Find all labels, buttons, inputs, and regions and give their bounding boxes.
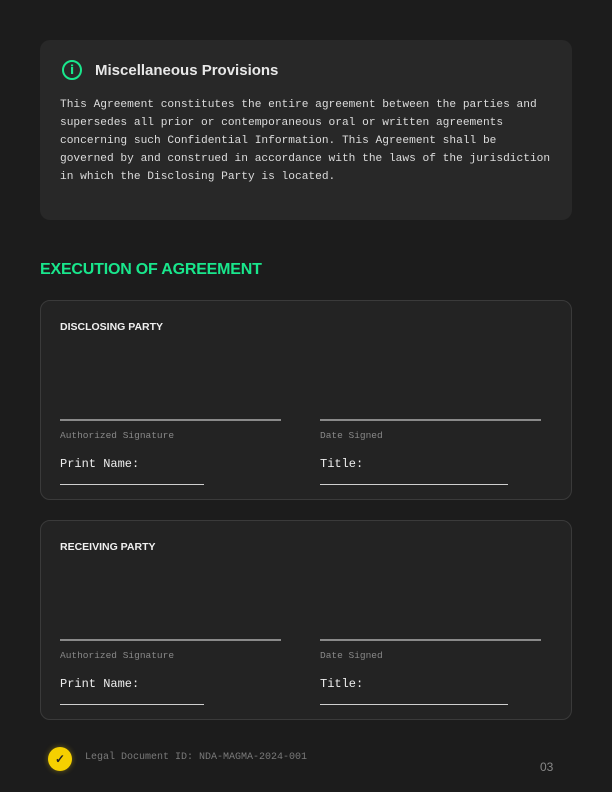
title-field[interactable] <box>320 484 508 485</box>
print-name-label: Print Name: <box>60 677 140 691</box>
date-label: Date Signed <box>320 430 383 441</box>
misc-provisions-card <box>40 40 572 220</box>
receiving-party-block <box>40 520 572 720</box>
date-line[interactable] <box>320 639 541 641</box>
title-field[interactable] <box>320 704 508 705</box>
print-name-label: Print Name: <box>60 457 140 471</box>
signature-line[interactable] <box>60 639 281 641</box>
card-body: This Agreement constitutes the entire agreement between the parties and supersedes all prior or contemporaneous oral or written agreements concerning such Confidential Information. This Agreement shall be governed by and construed in accordance with the laws of the jurisdiction in which the Disclosing Party is located. <box>60 99 551 183</box>
document-id: Legal Document ID: NDA-MAGMA-2024-001 <box>85 752 308 763</box>
party-title: RECEIVING PARTY <box>60 541 156 553</box>
title-label: Title: <box>320 677 364 691</box>
card-title: Miscellaneous Provisions <box>95 61 279 79</box>
date-label: Date Signed <box>320 650 383 661</box>
signature-label: Authorized Signature <box>60 430 175 441</box>
info-icon: i <box>62 60 82 80</box>
check-badge-icon: ✓ <box>48 747 72 771</box>
print-name-field[interactable] <box>60 704 204 705</box>
disclosing-party-block <box>40 300 572 500</box>
page-number: 03 <box>540 760 554 774</box>
date-line[interactable] <box>320 419 541 421</box>
title-label: Title: <box>320 457 364 471</box>
signature-line[interactable] <box>60 419 281 421</box>
section-title: EXECUTION OF AGREEMENT <box>40 261 262 278</box>
signature-label: Authorized Signature <box>60 650 175 661</box>
party-title: DISCLOSING PARTY <box>60 321 164 333</box>
print-name-field[interactable] <box>60 484 204 485</box>
